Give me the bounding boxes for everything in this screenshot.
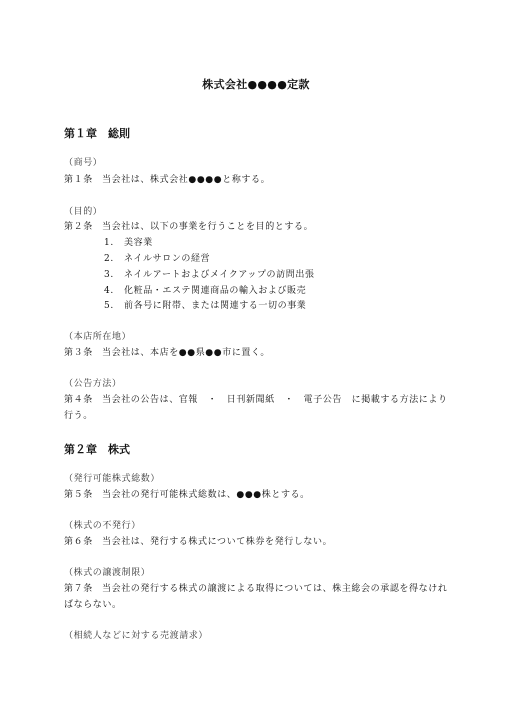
article-text: 当会社は、本店を●●県●●市に置く。: [102, 348, 271, 358]
article-number: 第５条: [64, 490, 93, 500]
article-text: 当会社の公告は、官報 ・ 日刊新聞紙 ・ 電子公告 に掲載する方法により: [102, 395, 448, 405]
purpose-number: 1.: [104, 238, 114, 248]
article-text: 当会社の発行する株式の譲渡による取得については、株主総会の承認を得なけれ: [102, 584, 448, 594]
article-caption: （相続人などに対する売渡請求）: [64, 631, 209, 641]
article-3: [64, 347, 270, 359]
article-4: [64, 394, 448, 406]
article-5: [64, 489, 310, 501]
purpose-item: [104, 300, 306, 312]
purpose-text: ネイルアートおよびメイクアップの訪問出張: [124, 270, 315, 280]
article-caption: （本店所在地）: [64, 332, 132, 342]
purpose-text: 前各号に附帯、または関連する一切の事業: [124, 301, 307, 311]
purpose-number: 2.: [104, 254, 114, 264]
purpose-item: [104, 237, 153, 249]
article-text: 当会社は、発行する株式について株券を発行しない。: [102, 537, 333, 547]
article-text: 当会社の発行可能株式総数は、●●●株とする。: [102, 490, 310, 500]
purpose-item: [104, 285, 306, 297]
article-number: 第１条: [64, 175, 93, 185]
article-number: 第３条: [64, 348, 93, 358]
article-caption: （目的）: [64, 207, 103, 217]
article-6: [64, 536, 332, 548]
article-number: 第４条: [64, 395, 93, 405]
article-caption: （商号）: [64, 158, 103, 168]
article-text: 当会社は、株式会社●●●●と称する。: [102, 175, 271, 185]
chapter-heading: 第１章 総則: [64, 127, 130, 140]
purpose-number: 3.: [104, 270, 114, 280]
article-caption: （株式の譲渡制限）: [64, 568, 151, 578]
article-caption: （株式の不発行）: [64, 521, 141, 531]
article-continuation: ばならない。: [64, 600, 122, 610]
purpose-item: [104, 253, 210, 265]
article-2: [64, 221, 313, 233]
article-1: [64, 174, 270, 186]
chapter-heading: 第２章 株式: [64, 443, 130, 456]
article-caption: （公告方法）: [64, 379, 122, 389]
article-number: 第７条: [64, 584, 93, 594]
purpose-number: 4.: [104, 286, 114, 296]
purpose-text: ネイルサロンの経営: [124, 254, 211, 264]
purpose-text: 美容業: [124, 238, 153, 248]
purpose-number: 5.: [104, 301, 114, 311]
article-number: 第６条: [64, 537, 93, 547]
article-continuation: 行う。: [64, 411, 93, 421]
document-title: 株式会社●●●●定款: [202, 78, 310, 91]
article-text: 当会社は、以下の事業を行うことを目的とする。: [102, 222, 314, 232]
article-number: 第２条: [64, 222, 93, 232]
article-7: [64, 583, 447, 595]
purpose-item: [104, 269, 315, 281]
article-caption: （発行可能株式総数）: [64, 474, 161, 484]
purpose-text: 化粧品・エステ関連商品の輸入および販売: [124, 286, 307, 296]
